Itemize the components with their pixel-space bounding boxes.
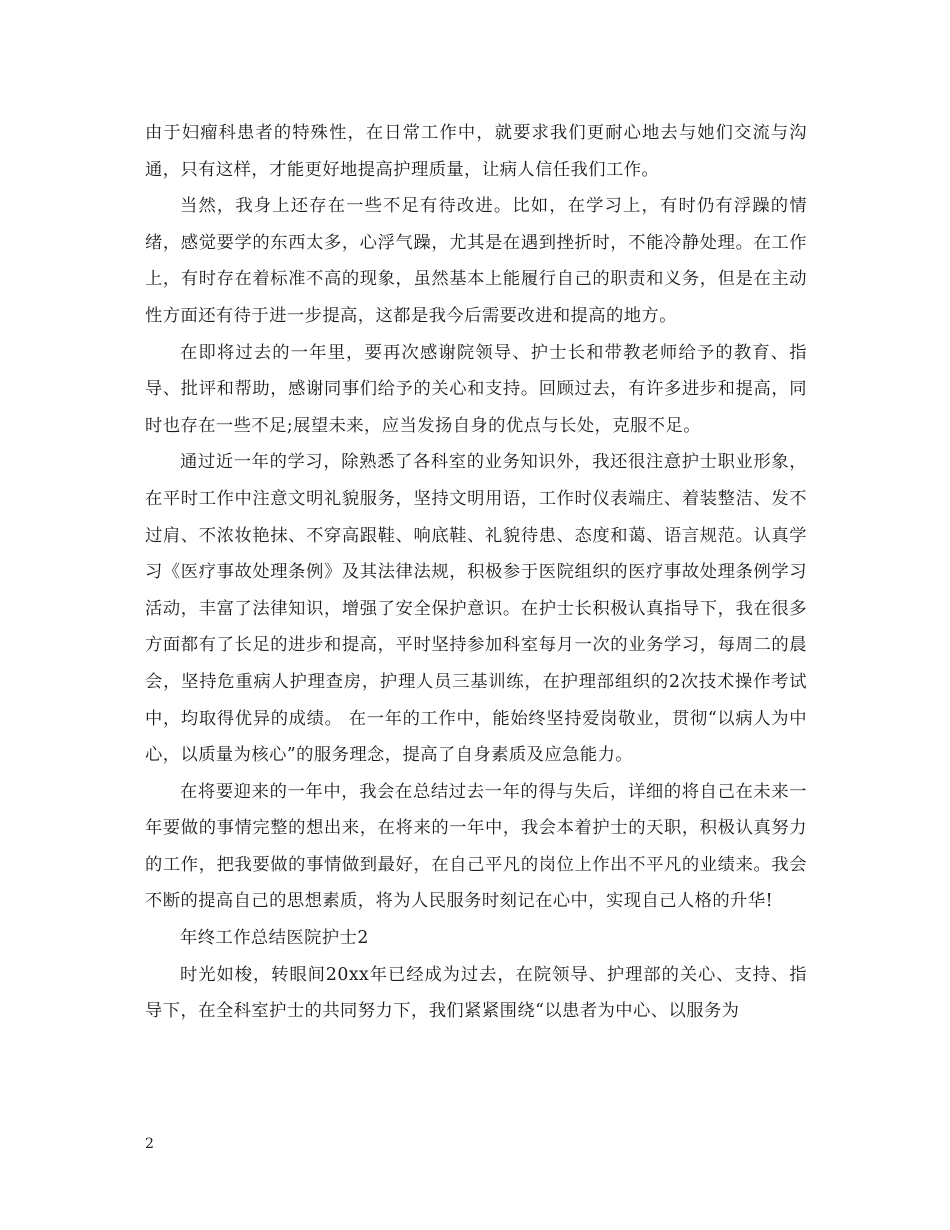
paragraph-2: 当然，我身上还存在一些不足有待改进。比如，在学习上，有时仍有浮躁的情绪，感觉要学的东西太多，心浮气躁，尤其是在遇到挫折时，不能冷静处理。在工作上，有时存在着标准不高的现象，虽然基本上能履行自己的职责和义务，但是在主动性方面还有待于进一步提高，这都是我今后需要改进和提高的地方。 — [145, 196, 807, 326]
paragraph-4: 通过近一年的学习，除熟悉了各科室的业务知识外，我还很注意护士职业形象，在平时工作中注意文明礼貌服务，坚持文明用语，工作时仪表端庄、着装整洁、发不过肩、不浓妆艳抹、不穿高跟鞋、响底鞋、礼貌待患、态度和蔼、语言规范。认真学习《医疗事故处理条例》及其法律法规，积极参于医院组织的医疗事故处理条例学习活动，丰富了法律知识，增强了安全保护意识。在护士长积极认真指导下，我在很多方面都有了长足的进步和提高，平时坚持参加科室每月一次的业务学习，每周二的晨会，坚持危重病人护理查房，护理人员三基训练，在护理部组织的2次技术操作考试中，均取得优异的成绩。 在一年的工作中，能始终坚持爱岗敬业，贯彻“以病人为中心，以质量为核心”的服务理念，提高了自身素质及应急能力。 — [145, 452, 807, 766]
section-heading: 年终工作总结医院护士2 — [180, 928, 369, 949]
document-body — [145, 115, 807, 1030]
paragraph-7: 时光如梭，转眼间20xx年已经成为过去，在院领导、护理部的关心、支持、指导下，在全科室护士的共同努力下，我们紧紧围绕“以患者为中心、以服务为 — [145, 964, 807, 1022]
paragraph-5: 在将要迎来的一年中，我会在总结过去一年的得与失后，详细的将自己在未来一年要做的事情完整的想出来，在将来的一年中，我会本着护士的天职，积极认真努力的工作，把我要做的事情做到最好，在自己平凡的岗位上作出不平凡的业绩来。我会不断的提高自己的思想素质，将为人民服务时刻记在心中，实现自己人格的升华! — [145, 781, 807, 912]
paragraph-1: 由于妇瘤科患者的特殊性，在日常工作中，就要求我们更耐心地去与她们交流与沟通，只有这样，才能更好地提高护理质量，让病人信任我们工作。 — [145, 123, 807, 180]
page-number: 2 — [145, 1136, 154, 1152]
paragraph-3: 在即将过去的一年里，要再次感谢院领导、护士长和带教老师给予的教育、指导、批评和帮助，感谢同事们给予的关心和支持。回顾过去，有许多进步和提高，同时也存在一些不足;展望未来，应当发扬自身的优点与长处，克服不足。 — [145, 342, 807, 436]
